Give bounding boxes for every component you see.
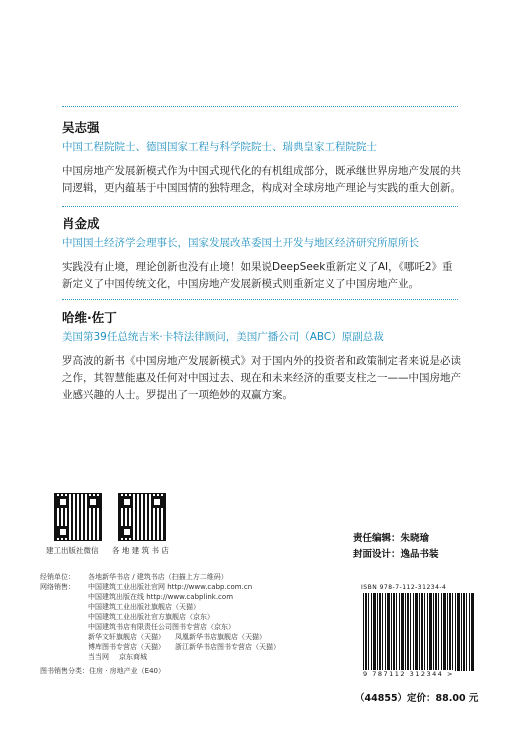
endorser-title: 中国工程院院士、德国国家工程与科学院院士、瑞典皇家工程院院士 <box>62 141 377 153</box>
text-line: 实践没有止境，理论创新也没有止境！如果说DeepSeek重新定义了AI，《哪吒2》重 <box>62 261 453 273</box>
endorser-name: 吴志强 <box>62 120 100 135</box>
isbn-number: ISBN 978-7-112-31234-4 <box>361 584 447 591</box>
online-store: 浙江新华书店图书专营店（天猫） <box>175 643 280 651</box>
endorsement-text <box>62 353 462 404</box>
online-label: 网络销售： <box>40 583 75 591</box>
barcode-digits: 9 787112 312344 > <box>363 670 454 678</box>
text-line: 罗高波的新书《中国房地产发展新模式》对于国内外的投资者和政策制定者来说是必读 <box>62 355 461 367</box>
dealer-label: 经销单位： <box>40 573 75 581</box>
online-row: 中国建筑工业出版社旗舰店（天猫） <box>88 603 200 611</box>
online-store: 博库图书专营店（天猫） <box>88 643 165 651</box>
responsible-editor: 责任编辑：朱晓瑜 <box>353 533 430 544</box>
online-row: 中国建筑出版在线 http://www.cabplink.com <box>88 593 234 601</box>
divider-1 <box>62 206 458 207</box>
endorsement-text <box>62 163 462 197</box>
wechat-qr-label: 建工出版社微信 <box>46 546 99 555</box>
cover-designer: 封面设计：逸品书装 <box>353 549 439 560</box>
online-row: 中国建筑书店有限责任公司图书专营店（京东） <box>88 623 235 631</box>
endorser-title: 中国国土经济学会理事长，国家发展改革委国土开发与地区经济研究所原所长 <box>62 237 419 249</box>
endorsement-1 <box>62 120 462 197</box>
endorsement-2 <box>62 216 462 293</box>
endorsement-3 <box>62 310 462 404</box>
text-line: 新定义了中国传统文化，中国房地产发展新模式则重新定义了中国房地产业。 <box>62 278 419 290</box>
book-category: 图书销售分类：住房 · 房地产业（E40） <box>40 667 166 675</box>
online-store: 凤凰新华书店旗舰店（天猫） <box>175 633 266 641</box>
endorser-name: 肖金成 <box>62 216 100 231</box>
text-line: 同逻辑，更内蕴基于中国国情的独特理念，构成对全球房地产理论与实践的重大创新。 <box>62 182 461 194</box>
endorser-name: 哈维·佐丁 <box>62 310 117 325</box>
online-store: 当当网 <box>88 653 109 661</box>
wechat-qr-code[interactable] <box>54 493 102 541</box>
dealer-value: 各地新华书店 / 建筑书店（扫描上方二维码） <box>88 573 228 581</box>
book-price: （44855）定价：88.00 元 <box>355 693 479 704</box>
endorsement-text <box>62 259 462 293</box>
isbn-barcode <box>355 584 479 684</box>
text-line: 业感兴趣的人士。罗提出了一项绝妙的双赢方案。 <box>62 389 293 401</box>
bookstore-qr-code[interactable] <box>118 493 166 541</box>
text-line: 中国房地产发展新模式作为中国式现代化的有机组成部分，既承继世界房地产发展的共 <box>62 165 461 177</box>
distribution-info <box>40 572 280 676</box>
top-divider <box>62 106 458 107</box>
online-store: 新华文轩旗舰店（天猫） <box>88 633 165 641</box>
endorser-title: 美国第39任总统吉米·卡特法律顾问，美国广播公司（ABC）原副总裁 <box>62 331 384 343</box>
text-line: 之作，其智慧能惠及任何对中国过去、现在和未来经济的重要支柱之一——中国房地产 <box>62 372 461 384</box>
divider-2 <box>62 299 458 300</box>
online-store: 京东商城 <box>119 653 147 661</box>
bookstore-qr-label: 各 地 建 筑 书 店 <box>112 546 169 555</box>
online-row: 中国建筑工业出版社官方旗舰店（京东） <box>88 613 214 621</box>
barcode-bars <box>363 593 475 671</box>
online-row: 中国建筑工业出版社官网 http://www.cabp.com.cn <box>88 583 253 591</box>
